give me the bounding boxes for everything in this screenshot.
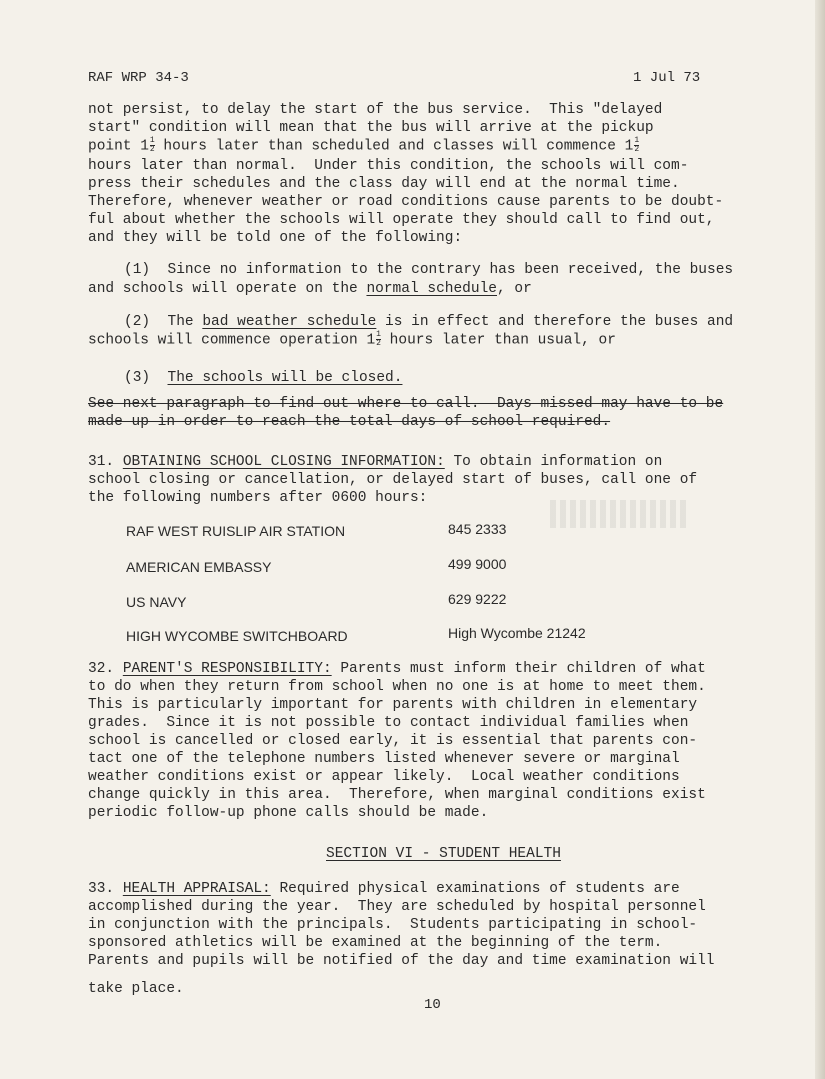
body-line: not persist, to delay the start of the bus service. This "delayed (88, 102, 663, 118)
body-line: periodic follow-up phone calls should be made. (88, 805, 489, 821)
body-line: Therefore, whenever weather or road conditions cause parents to be doubt- (88, 194, 724, 210)
option-3-line: (3) The schools will be closed. (124, 370, 403, 386)
body-line: to do when they return from school when no one is at home to meet them. (88, 679, 706, 695)
contact-name: RAF WEST RUISLIP AIR STATION (126, 523, 346, 539)
body-line: grades. Since it is not possible to contact individual families when (88, 715, 689, 731)
contact-phone: 845 2333 (448, 521, 507, 537)
contact-name: AMERICAN EMBASSY (126, 559, 272, 575)
body-line: and they will be told one of the following: (88, 230, 463, 246)
body-line: Parents and pupils will be notified of the day and time examination will (88, 953, 715, 969)
body-line: This is particularly important for parents with children in elementary (88, 697, 698, 713)
document-date: 1 Jul 73 (633, 70, 701, 86)
body-line: weather conditions exist or appear likely. Local weather conditions (88, 769, 680, 785)
struck-line: See next paragraph to find out where to call. Days missed may have to be (88, 396, 724, 412)
body-line: hours later than normal. Under this condition, the schools will com- (88, 158, 689, 174)
section-31-line: 31. OBTAINING SCHOOL CLOSING INFORMATION: To obtain information on (88, 454, 663, 470)
body-line: sponsored athletics will be examined at the beginning of the term. (88, 935, 663, 951)
section-32-title: PARENT'S RESPONSIBILITY: (122, 661, 332, 677)
body-line: change quickly in this area. Therefore, when marginal conditions exist (88, 787, 706, 803)
faded-stamp (550, 500, 690, 528)
fraction: $\frac{1}{2}$ (634, 136, 640, 154)
section-33-line: 33. HEALTH APPRAISAL: Required physical examinations of students are (88, 881, 680, 897)
section-32-line: 32. PARENT'S RESPONSIBILITY: Parents must inform their children of what (88, 661, 706, 677)
body-line: school is cancelled or closed early, it is essential that parents con- (88, 733, 698, 749)
body-line: ful about whether the schools will operate they should call to find out, (88, 212, 715, 228)
body-line: start" condition will mean that the bus will arrive at the pickup (88, 120, 654, 136)
contact-phone: 499 9000 (448, 556, 507, 572)
option-1-line: and schools will operate on the normal schedule, or (88, 281, 532, 297)
contact-phone: 629 9222 (448, 591, 507, 607)
body-line: take place. (88, 981, 184, 997)
section-33-title: HEALTH APPRAISAL: (122, 881, 271, 897)
contact-phone: High Wycombe 21242 (448, 625, 586, 641)
body-line: press their schedules and the class day will end at the normal time. (88, 176, 680, 192)
fraction: $\frac{1}{2}$ (376, 330, 381, 348)
document-id: RAF WRP 34-3 (88, 70, 189, 86)
body-line: tact one of the telephone numbers listed whenever severe or marginal (88, 751, 680, 767)
body-line: the following numbers after 0600 hours: (88, 490, 428, 506)
option-1-line: (1) Since no information to the contrary has been received, the buses (124, 262, 734, 278)
body-line: point 1 $\frac{1}{2}$ hours later than scheduled and classes will commence 1 $\frac{1}{2}$ (88, 136, 640, 155)
fraction: $\frac{1}{2}$ (149, 136, 155, 154)
struck-line: made up in order to reach the total days of school required. (88, 414, 611, 430)
body-line: accomplished during the year. They are scheduled by hospital personnel (88, 899, 706, 915)
body-line: school closing or cancellation, or delayed start of buses, call one of (88, 472, 698, 488)
page-number: 10 (424, 997, 441, 1013)
option-2-line: schools will commence operation 1 $\frac{1}{2}$ hours later than usual, or (88, 330, 616, 349)
option-2-line: (2) The bad weather schedule is in effect and therefore the buses and (124, 314, 734, 330)
section-31-title: OBTAINING SCHOOL CLOSING INFORMATION: (122, 454, 445, 470)
body-line: in conjunction with the principals. Students participating in school- (88, 917, 698, 933)
contact-name: HIGH WYCOMBE SWITCHBOARD (126, 628, 348, 644)
contact-name: US NAVY (126, 594, 187, 610)
section-heading: SECTION VI - STUDENT HEALTH (326, 846, 561, 862)
page-edge (815, 0, 825, 1079)
